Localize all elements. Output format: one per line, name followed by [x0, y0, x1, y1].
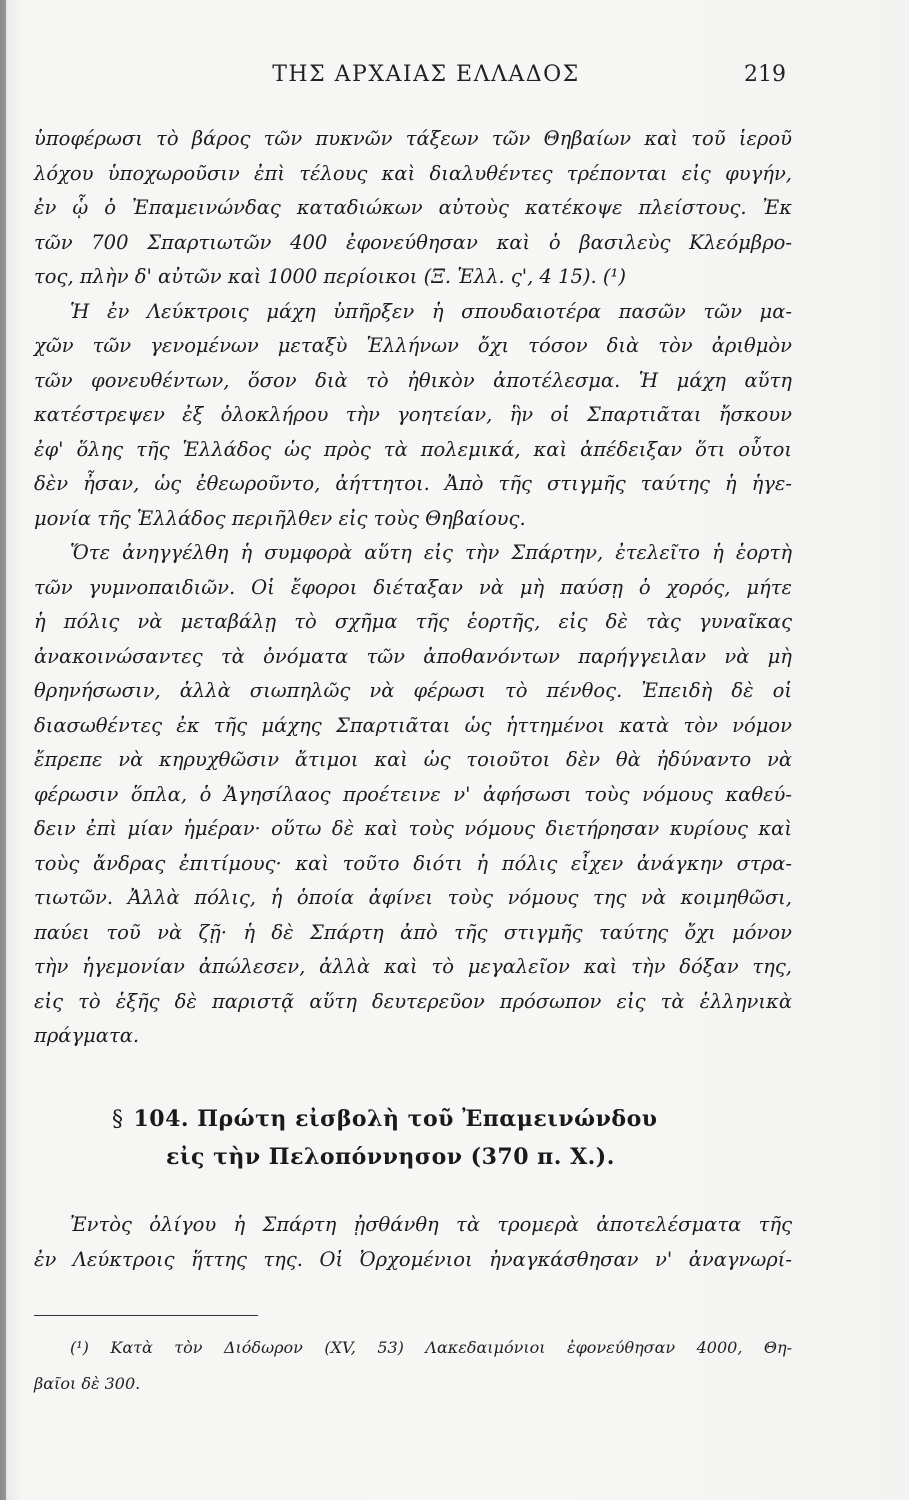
text-line: ὑποφέρωσι τὸ βάρος τῶν πυκνῶν τάξεων τῶν Θηβαίων καὶ τοῦ ἱεροῦ: [34, 127, 792, 150]
section-heading-line-1: [112, 1100, 752, 1138]
section-body-text: [34, 1208, 792, 1277]
section-sign: §: [112, 1107, 124, 1132]
text-line: τιωτῶν. Ἀλλὰ πόλις, ἡ ὁποία ἀφίνει τοὺς νόμους της νὰ κοιμηθῶσι,: [34, 886, 792, 909]
text-line: Ὅτε ἀνηγγέλθη ἡ συμφορὰ αὕτη εἰς τὴν Σπάρτην, ἐτελεῖτο ἡ ἑορτὴ: [70, 541, 792, 564]
text-line: ἀνακοινώσαντες τὰ ὀνόματα τῶν ἀποθανόντων παρήγγειλαν νὰ μὴ: [34, 644, 792, 668]
text-line: ἐφ' ὅλης τῆς Ἑλλάδος ὡς πρὸς τὰ πολεμικά, καὶ ἀπέδειξαν ὅτι οὗτοι: [34, 437, 792, 461]
footnote-line: βαῖοι δὲ 300.: [34, 1374, 141, 1393]
text-line: ἐν ᾧ ὁ Ἐπαμεινώνδας καταδιώκων αὐτοὺς κατέκοψε πλείστους. Ἐκ: [34, 196, 792, 219]
text-line: τος, πλὴν δ' αὐτῶν καὶ 1000 περίοικοι (Ξ. Ἑλλ. ς', 4 15). (¹): [34, 265, 626, 288]
text-line: θρηνήσωσιν, ἀλλὰ σιωπηλῶς νὰ φέρωσι τὸ πένθος. Ἐπειδὴ δὲ οἱ: [34, 679, 792, 702]
running-header: [60, 60, 792, 94]
text-line: δὲν ἦσαν, ὡς ἐθεωροῦντο, ἀήττητοι. Ἀπὸ τῆς στιγμῆς ταύτης ἡ ἡγε-: [34, 472, 792, 495]
text-line: Ἡ ἐν Λεύκτροις μάχη ὑπῆρξεν ἡ σπουδαιοτέρα πασῶν τῶν μα-: [70, 299, 792, 323]
section-title-1: Πρώτη εἰσβολὴ τοῦ Ἐπαμεινώνδου: [197, 1106, 658, 1132]
text-line: τῶν γυμνοπαιδιῶν. Οἱ ἔφοροι διέταξαν νὰ μὴ παύσῃ ὁ χορός, μήτε: [34, 575, 792, 599]
text-line: λόχου ὑποχωροῦσιν ἐπὶ τέλους καὶ διαλυθέντες τρέπονται εἰς φυγήν,: [34, 161, 792, 185]
text-line: μονία τῆς Ἑλλάδος περιῆλθεν εἰς τοὺς Θηβαίους.: [34, 506, 526, 530]
text-line: Ἐντὸς ὀλίγου ἡ Σπάρτη ᾐσθάνθη τὰ τρομερὰ ἀποτελέσματα τῆς: [70, 1213, 792, 1236]
text-line: παύει τοῦ νὰ ζῇ· ἡ δὲ Σπάρτη ἀπὸ τῆς στιγμῆς ταύτης ὄχι μόνον: [34, 920, 792, 944]
text-line: διασωθέντες ἐκ τῆς μάχης Σπαρτιᾶται ὡς ἡττημένοι κατὰ τὸν νόμον: [34, 713, 792, 737]
footnote-line: (¹) Κατὰ τὸν Διόδωρον (XV, 53) Λακεδαιμόνιοι ἐφονεύθησαν 4000, Θη-: [70, 1338, 792, 1357]
page-number: 219: [744, 62, 786, 87]
body-text: [34, 122, 792, 1054]
section-heading: [112, 1100, 752, 1176]
page-binding-shadow: [0, 0, 6, 1500]
text-line: δειν ἐπὶ μίαν ἡμέραν· οὕτω δὲ καὶ τοὺς νόμους διετήρησαν κυρίους καὶ: [34, 817, 792, 840]
text-line: τοὺς ἄνδρας ἐπιτίμους· καὶ τοῦτο διότι ἡ πόλις εἶχεν ἀνάγκην στρα-: [34, 851, 792, 875]
text-line: τῶν 700 Σπαρτιωτῶν 400 ἐφονεύθησαν καὶ ὁ βασιλεὺς Κλεόμβρο-: [34, 230, 792, 254]
text-line: κατέστρεψεν ἐξ ὁλοκλήρου τὴν γοητείαν, ἣν οἱ Σπαρτιᾶται ἤσκουν: [34, 403, 792, 426]
section-number: 104.: [133, 1106, 190, 1132]
text-line: τῶν φονευθέντων, ὅσον διὰ τὸ ἠθικὸν ἀποτέλεσμα. Ἡ μάχη αὕτη: [34, 368, 792, 392]
section-heading-line-2: εἰς τὴν Πελοπόννησον (370 π. Χ.).: [166, 1144, 615, 1170]
text-line: πράγματα.: [34, 1024, 140, 1047]
running-title: ΤΗΣ ΑΡΧΑΙΑΣ ΕΛΛΑΔΟΣ: [272, 62, 580, 87]
text-line: ἔπρεπε νὰ κηρυχθῶσιν ἄτιμοι καὶ ὡς τοιοῦτοι δὲν θὰ ἠδύναντο νὰ: [34, 748, 792, 771]
text-line: ἡ πόλις νὰ μεταβάλῃ τὸ σχῆμα τῆς ἑορτῆς, εἰς δὲ τὰς γυναῖκας: [34, 610, 792, 633]
text-line: εἰς τὸ ἑξῆς δὲ παριστᾷ αὕτη δευτερεῦον πρόσωπον εἰς τὰ ἑλληνικὰ: [34, 989, 792, 1013]
text-line: ἐν Λεύκτροις ἥττης της. Οἱ Ὀρχομένιοι ἠναγκάσθησαν ν' ἀναγνωρί-: [34, 1247, 792, 1271]
footnote: [34, 1330, 792, 1402]
text-line: φέρωσιν ὅπλα, ὁ Ἀγησίλαος προέτεινε ν' ἀφήσωσι τοὺς νόμους καθεύ-: [34, 782, 792, 806]
text-line: χῶν τῶν γενομένων μεταξὺ Ἑλλήνων ὄχι τόσον διὰ τὸν ἀριθμὸν: [34, 334, 792, 357]
text-line: τὴν ἡγεμονίαν ἀπώλεσεν, ἀλλὰ καὶ τὸ μεγαλεῖον καὶ τὴν δόξαν της,: [34, 955, 792, 978]
footnote-rule: [34, 1315, 258, 1316]
